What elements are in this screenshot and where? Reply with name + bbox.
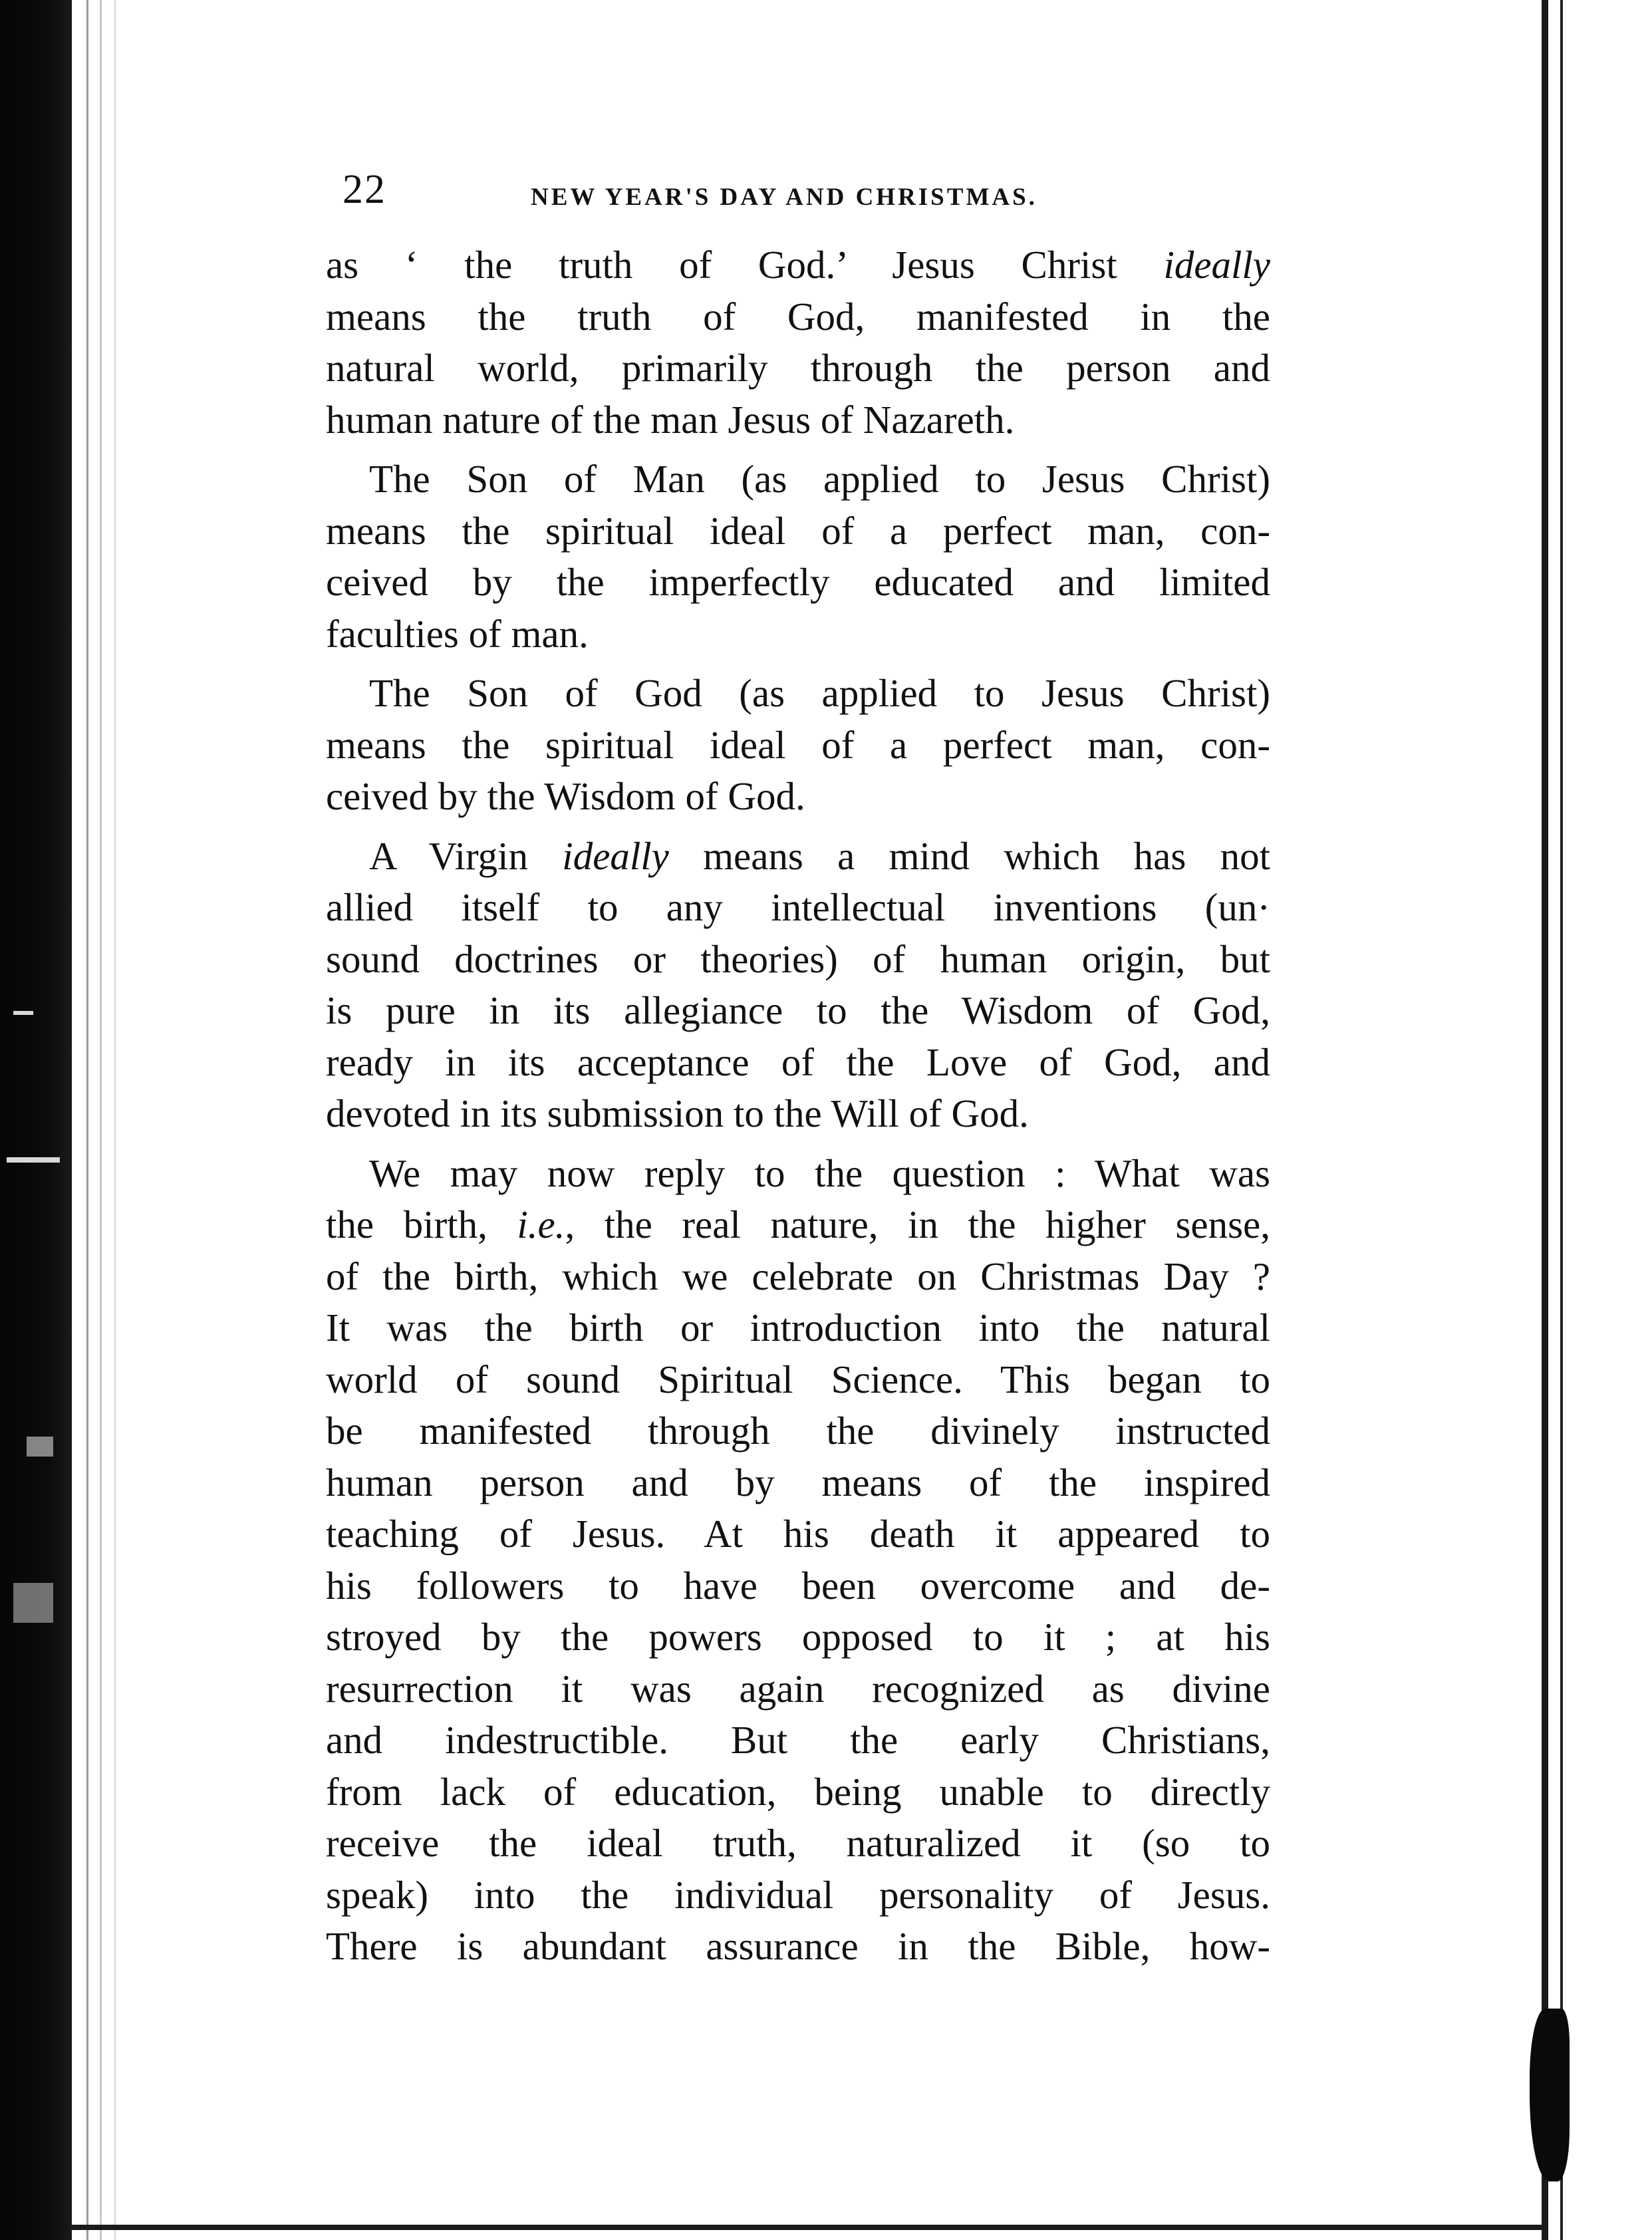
next-page-strip (1548, 0, 1652, 2240)
text-line: human person and by means of the inspired (326, 1460, 1270, 1504)
page-number: 22 (343, 167, 386, 212)
scan-artifact (13, 1583, 53, 1623)
text-line: ceived by the Wisdom of God. (326, 774, 805, 818)
text-line: be manifested through the divinely instructed (326, 1409, 1270, 1453)
text-line: stroyed by the powers opposed to it ; at his (326, 1615, 1270, 1659)
text-line: There is abundant assurance in the Bible, how- (326, 1924, 1270, 1968)
binding-line (86, 0, 88, 2240)
text-line: receive the ideal truth, naturalized it (so to (326, 1821, 1270, 1865)
binding-line (100, 0, 102, 2240)
text-line: speak) into the individual personality of Jesus. (326, 1872, 1270, 1917)
scan-artifact (27, 1437, 53, 1457)
paragraph (326, 668, 1270, 823)
page-bottom-border (72, 2225, 1548, 2230)
paragraph (326, 454, 1270, 660)
text-line: means the truth of God, manifested in the (326, 294, 1270, 339)
paragraph (326, 831, 1270, 1140)
text-line: means the spiritual ideal of a perfect man, con- (326, 508, 1270, 553)
paragraph (326, 1148, 1270, 1973)
page-right-border (1542, 0, 1548, 2240)
text-line: The Son of Man (as applied to Jesus Christ) (369, 457, 1270, 501)
text-line: human nature of the man Jesus of Nazareth. (326, 397, 1015, 442)
paragraph (326, 239, 1270, 446)
text-line: faculties of man. (326, 611, 589, 656)
text-line: teaching of Jesus. At his death it appeared to (326, 1512, 1270, 1556)
scan-left-edge (0, 0, 72, 2240)
text-line: natural world, primarily through the person and (326, 346, 1270, 390)
text-line: A Virgin ideally means a mind which has not (369, 833, 1270, 878)
binding-line (114, 0, 116, 2240)
text-line: as ‘ the truth of God.’ Jesus Christ ideally (326, 243, 1270, 287)
text-line: sound doctrines or theories) of human origin, but (326, 936, 1270, 981)
page-content (326, 166, 1270, 1981)
text-line: allied itself to any intellectual inventions (un· (326, 885, 1270, 929)
text-line: the birth, i.e., the real nature, in the higher sense, (326, 1202, 1270, 1246)
text-line: from lack of education, being unable to directly (326, 1769, 1270, 1814)
text-line: of the birth, which we celebrate on Christmas Day ? (326, 1254, 1270, 1298)
text-line: is pure in its allegiance to the Wisdom of God, (326, 988, 1270, 1032)
ink-blot (1530, 2009, 1570, 2181)
text-line: We may now reply to the question : What was (369, 1151, 1270, 1195)
running-head-title: NEW YEAR'S DAY AND CHRISTMAS. (531, 184, 1037, 211)
text-line: It was the birth or introduction into the natural (326, 1306, 1270, 1349)
scan-artifact (7, 1157, 60, 1163)
text-line: world of sound Spiritual Science. This began to (326, 1357, 1270, 1401)
text-line: his followers to have been overcome and de- (326, 1563, 1270, 1608)
scan-artifact (13, 1011, 33, 1015)
text-line: resurrection it was again recognized as divine (326, 1666, 1270, 1711)
text-line: and indestructible. But the early Christians, (326, 1718, 1270, 1762)
next-page-edge-line (1560, 0, 1563, 2240)
text-line: ready in its acceptance of the Love of God, and (326, 1040, 1270, 1084)
text-line: means the spiritual ideal of a perfect man, con- (326, 722, 1270, 767)
text-line: ceived by the imperfectly educated and limited (326, 560, 1270, 604)
text-line: devoted in its submission to the Will of God. (326, 1091, 1029, 1135)
running-head (326, 166, 1270, 239)
text-line: The Son of God (as applied to Jesus Christ) (369, 671, 1270, 715)
